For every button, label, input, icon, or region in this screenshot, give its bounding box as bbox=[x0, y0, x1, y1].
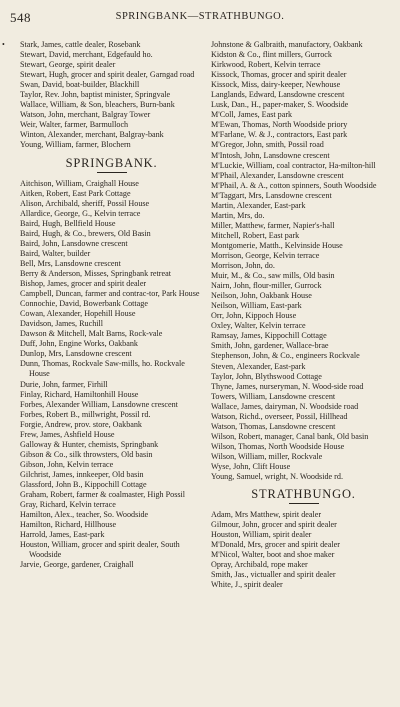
directory-entry: Allardice, George, G., Kelvin terrace bbox=[20, 208, 141, 218]
page-number: 548 bbox=[10, 10, 31, 25]
directory-entry: Forgie, Andrew, prov. store, Oakbank bbox=[20, 419, 142, 429]
directory-entry: Wallace, William, & Son, bleachers, Burn-bank bbox=[20, 100, 175, 110]
directory-entry: Frew, James, Ashfield House bbox=[20, 429, 115, 439]
section-title-strathbungo bbox=[211, 489, 396, 504]
directory-entry: Stewart, Hugh, grocer and spirit dealer, Garngad road bbox=[20, 70, 195, 80]
directory-entry: M'Phail, Alexander, Lansdowne crescent bbox=[211, 170, 344, 180]
running-title: SPRINGBANK—STRATHBUNGO. bbox=[115, 11, 285, 22]
directory-entry: Montgomerie, Matth., Kelvinside House bbox=[211, 240, 343, 250]
directory-entry: Aitken, Robert, East Park Cottage bbox=[20, 188, 131, 198]
directory-entry: Muir, M., & Co., saw mills, Old basin bbox=[211, 271, 335, 281]
directory-entry: M'Intosh, John, Lansdowne crescent bbox=[211, 150, 330, 160]
directory-entry: Dunlop, Mrs, Lansdowne crescent bbox=[20, 349, 132, 359]
directory-entry: Harrold, James, East-park bbox=[20, 530, 105, 540]
directory-entry: Baird, John, Lansdowne crescent bbox=[20, 238, 128, 248]
directory-entry: Mitchell, Robert, East park bbox=[211, 230, 300, 240]
directory-entry: Johnstone & Galbraith, manufactory, Oakbank bbox=[211, 40, 363, 49]
directory-entry: Glassford, John B., Kippochill Cottage bbox=[20, 479, 147, 489]
directory-entry: Stewart, George, spirit dealer bbox=[20, 60, 116, 70]
directory-entry: Kirkwood, Robert, Kelvin terrace bbox=[211, 60, 321, 70]
strathbungo-entries bbox=[211, 510, 396, 590]
directory-entry: Wallace, James, dairyman, N. Woodside road bbox=[211, 401, 359, 411]
section-title-text: SPRINGBANK. bbox=[65, 155, 158, 170]
directory-entry: Aitchison, William, Craighall House bbox=[20, 178, 139, 188]
directory-entry: Campbell, Duncan, farmer and contrac-tor, Park House bbox=[20, 289, 200, 299]
directory-entry: Swan, David, boat-builder, Blackhill bbox=[20, 80, 140, 90]
directory-entry: Orr, John, Kippoch House bbox=[211, 311, 297, 321]
directory-entry: Kissock, Miss, dairy-keeper, Newhouse bbox=[211, 80, 341, 90]
directory-entry: Stewart, David, merchant, Edgefauld ho. bbox=[20, 50, 153, 60]
left-column bbox=[2, 40, 203, 570]
directory-entry: Morrison, John, do. bbox=[211, 261, 275, 271]
directory-entry: Smith, John, gardener, Wallace-brae bbox=[211, 341, 329, 351]
directory-entry: Houston, William, grocer and spirit dealer, South Woodside bbox=[20, 540, 180, 560]
directory-entry: Duff, John, Engine Works, Oakbank bbox=[20, 339, 138, 349]
directory-entry: Forbes, Robert B., millwright, Possil rd. bbox=[20, 409, 151, 419]
directory-entry: Wilson, Robert, manager, Canal bank, Old basin bbox=[211, 431, 369, 441]
directory-entry: Towers, William, Lansdowne crescent bbox=[211, 391, 336, 401]
directory-entry: Young, Samuel, wright, N. Woodside rd. bbox=[211, 472, 343, 482]
directory-entry: M'Coll, James, East park bbox=[211, 110, 293, 120]
directory-entry: Bishop, James, grocer and spirit dealer bbox=[20, 279, 147, 289]
directory-entry: Nairn, John, flour-miller, Gurrock bbox=[211, 281, 322, 291]
directory-entry: M'Ewan, Thomas, North Woodside priory bbox=[211, 120, 348, 130]
directory-entry: Miller, Matthew, farmer, Napier's-hall bbox=[211, 220, 335, 230]
directory-entry: Kidston & Co., flint millers, Gurrock bbox=[211, 50, 332, 60]
section-rule bbox=[97, 172, 127, 173]
directory-entry: Watson, Thomas, Lansdowne crescent bbox=[211, 421, 336, 431]
directory-entry: Forbes, Alexander William, Lansdowne crescent bbox=[20, 399, 178, 409]
directory-entry: Steven, Alexander, East-park bbox=[211, 361, 306, 371]
directory-entry: Stark, James, cattle dealer, Rosebank • bbox=[2, 40, 141, 49]
directory-entry: Adam, Mrs Matthew, spirit dealer bbox=[211, 510, 322, 520]
directory-entry: Baird, Hugh, Bellfield House bbox=[20, 218, 116, 228]
directory-entry: Martin, Alexander, East-park bbox=[211, 200, 306, 210]
directory-entry: Durie, John, farmer, Firhill bbox=[20, 379, 108, 389]
directory-entry: Gibson, John, Kelvin terrace bbox=[20, 459, 114, 469]
section-title-text: STRATHBUNGO. bbox=[251, 487, 356, 502]
directory-entry: Berry & Anderson, Misses, Springbank retreat bbox=[20, 268, 171, 278]
section-rule bbox=[289, 503, 319, 504]
directory-entry: M'Farlane, W. & J., contractors, East park bbox=[211, 130, 348, 140]
directory-entry: Stephenson, John, & Co., engineers Rockvale bbox=[211, 351, 360, 361]
directory-entry: Martin, Mrs, do. bbox=[211, 210, 265, 220]
directory-entry: Houston, William, spirit dealer bbox=[211, 530, 312, 540]
directory-entry: Thyne, James, nurseryman, N. Wood-side road bbox=[211, 381, 364, 391]
directory-entry: Hamilton, Richard, Hillhouse bbox=[20, 520, 117, 530]
directory-entry: Hamilton, Alex., teacher, So. Woodside bbox=[20, 510, 149, 520]
right-top-entries bbox=[211, 40, 396, 482]
page-header bbox=[10, 10, 390, 28]
directory-entry: Neilson, John, Oakbank House bbox=[211, 291, 312, 301]
directory-entry: Alison, Archibald, sheriff, Possil House bbox=[20, 198, 150, 208]
directory-entry: Connochie, David, Bowerbank Cottage bbox=[20, 299, 148, 309]
directory-entry: Cowan, Alexander, Hopehill House bbox=[20, 309, 136, 319]
directory-entry: Langlands, Edward, Lansdowne crescent bbox=[211, 90, 345, 100]
directory-entry: Graham, Robert, farmer & coalmaster, High Possil bbox=[20, 490, 186, 500]
directory-entry: Oxley, Walter, Kelvin terrace bbox=[211, 321, 306, 331]
directory-entry: Jarvie, George, gardener, Craighall bbox=[20, 560, 134, 570]
directory-entry: Gibson & Co., silk throwsters, Old basin bbox=[20, 449, 153, 459]
directory-entry: Gilmour, John, grocer and spirit dealer bbox=[211, 520, 337, 530]
directory-entry: Weir, Walter, farmer, Barmulloch bbox=[20, 120, 129, 130]
directory-entry: Watson, John, merchant, Balgray Tower bbox=[20, 110, 151, 120]
directory-entry: Wyse, John, Clift House bbox=[211, 461, 291, 471]
directory-entry: Dunn, Thomas, Rockvale Saw-mills, ho. Rockvale House bbox=[20, 359, 185, 379]
directory-entry: Morrison, George, Kelvin terrace bbox=[211, 250, 320, 260]
directory-entry: Winton, Alexander, merchant, Balgray-bank bbox=[20, 130, 164, 140]
directory-entry: Young, William, farmer, Blochern bbox=[20, 140, 131, 150]
directory-entry: Baird, Walter, builder bbox=[20, 248, 91, 258]
springbank-entries bbox=[20, 179, 203, 571]
directory-entry: Gilchrist, James, innkeeper, Old basin bbox=[20, 469, 144, 479]
directory-entry: Ramsay, James, Kippochill Cottage bbox=[211, 331, 327, 341]
directory-entry: Wilson, William, miller, Rockvale bbox=[211, 451, 323, 461]
directory-entry: Lusk, Dan., H., paper-maker, S. Woodside bbox=[211, 100, 349, 110]
directory-entry: M'Taggart, Mrs, Lansdowne crescent bbox=[211, 190, 332, 200]
directory-entry: White, J., spirit dealer bbox=[211, 580, 283, 590]
directory-entry: Taylor, Rev. John, baptist minister, Springvale bbox=[20, 90, 171, 100]
directory-entry: M'Phail, A. & A., cotton spinners, South Woodside bbox=[211, 180, 377, 190]
directory-entry: Watson, Richd., overseer, Possil, Hillhead bbox=[211, 411, 348, 421]
directory-entry: Davidson, James, Ruchill bbox=[20, 319, 104, 329]
directory-entry: Wilson, Thomas, North Woodside House bbox=[211, 441, 345, 451]
directory-entry: Finlay, Richard, Hamiltonhill House bbox=[20, 389, 139, 399]
directory-entry: Galloway & Hunter, chemists, Springbank bbox=[20, 439, 159, 449]
directory-entry: M'Gregor, John, smith, Possil road bbox=[211, 140, 324, 150]
directory-entry: Baird, Hugh, & Co., brewers, Old Basin bbox=[20, 228, 151, 238]
directory-entry: Kissock, Thomas, grocer and spirit dealer bbox=[211, 70, 347, 80]
directory-entry: Opray, Archibald, rope maker bbox=[211, 560, 308, 570]
directory-entry: Gray, Richard, Kelvin terrace bbox=[20, 500, 116, 510]
directory-entry: M'Donald, Mrs, grocer and spirit dealer bbox=[211, 540, 340, 550]
left-top-entries bbox=[2, 40, 203, 151]
directory-entry: Bell, Mrs, Lansdowne crescent bbox=[20, 258, 121, 268]
directory-entry: Smith, Jas., victualler and spirit dealer bbox=[211, 570, 336, 580]
directory-entry: Neilson, William, East-park bbox=[211, 301, 302, 311]
section-title-springbank bbox=[20, 155, 203, 173]
directory-entry: Dawson & Mitchell, Malt Barns, Rock-vale bbox=[20, 329, 163, 339]
directory-entry: Taylor, John, Blythswood Cottage bbox=[211, 371, 322, 381]
directory-entry: M'Nicol, Walter, boot and shoe maker bbox=[211, 550, 335, 560]
directory-entry: M'Luckie, William, coal contractor, Ha-milton-hill bbox=[211, 160, 376, 170]
right-column bbox=[211, 40, 396, 590]
